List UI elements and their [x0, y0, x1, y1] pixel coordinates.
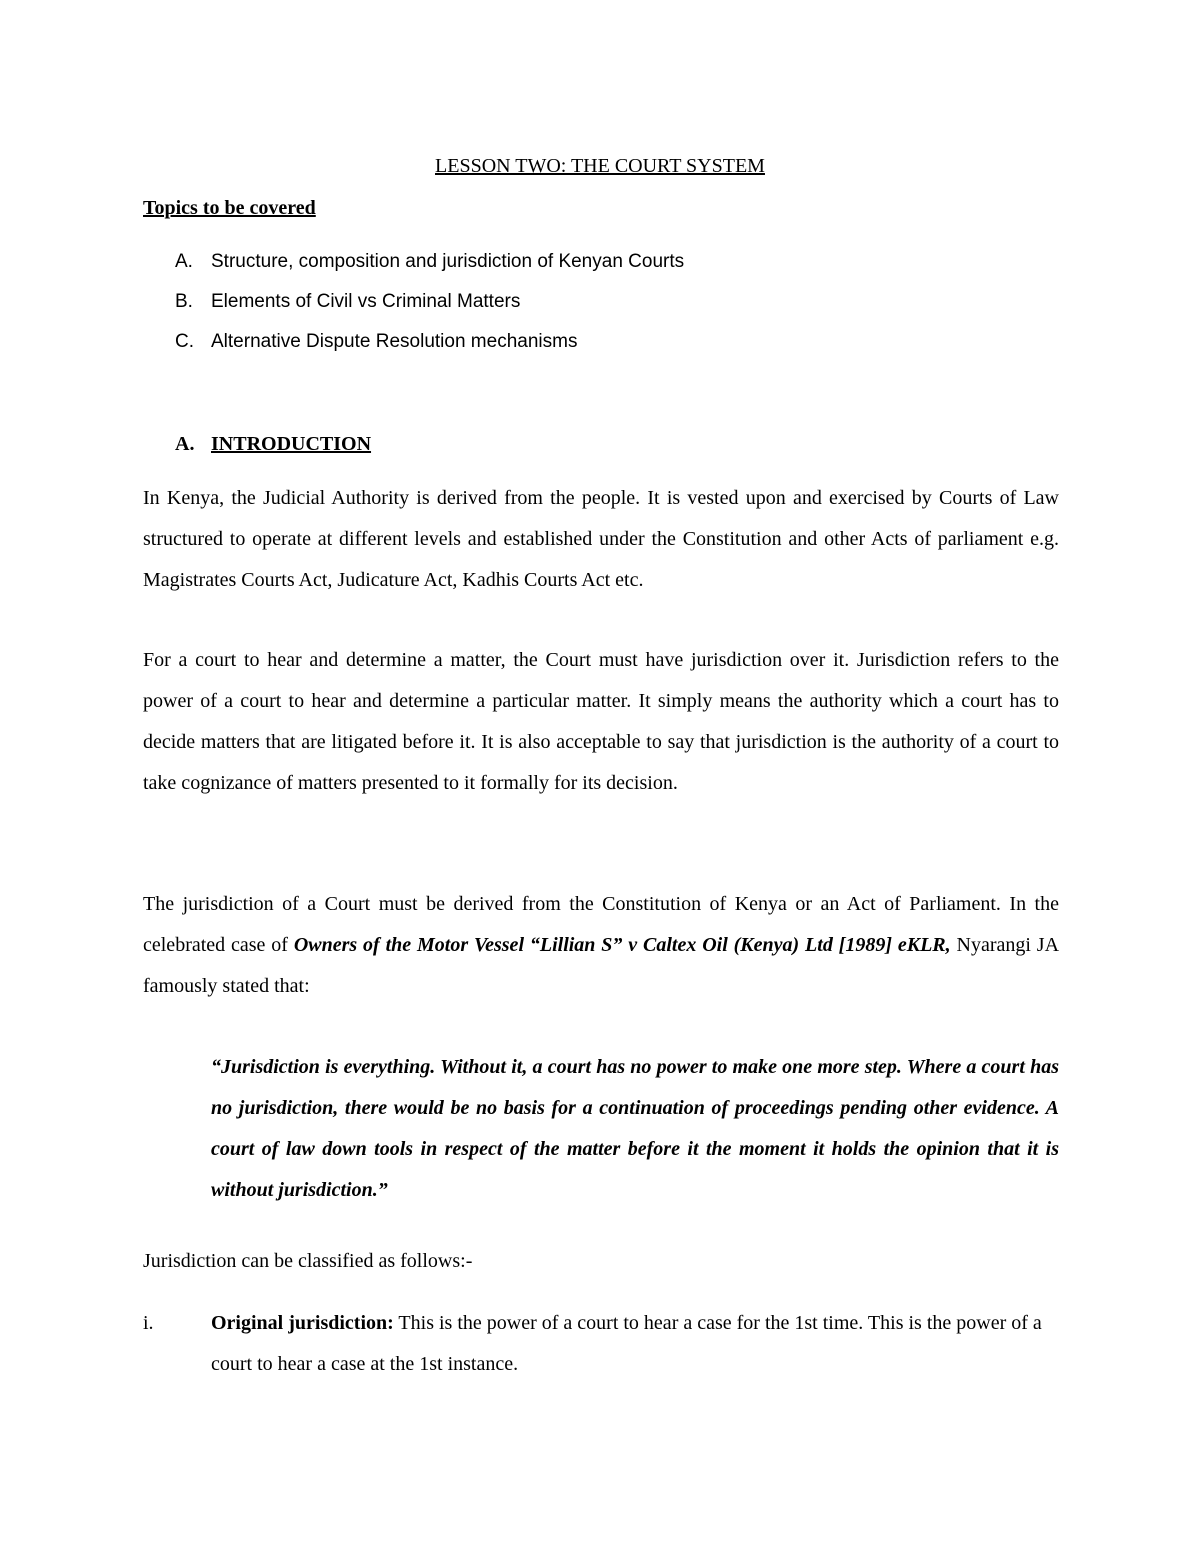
list-item — [175, 330, 684, 370]
paragraph-jurisdiction-source — [143, 884, 1059, 1007]
classification-item — [143, 1303, 1059, 1385]
list-item-text: Structure, composition and jurisdiction of Kenyan Courts — [211, 251, 685, 272]
list-item — [175, 250, 684, 290]
section-marker: A. — [175, 433, 195, 455]
section-heading-text: INTRODUCTION — [211, 433, 372, 455]
topics-list — [175, 250, 684, 370]
case-citation: Owners of the Motor Vessel “Lillian S” v Caltex Oil (Kenya) Ltd [1989] eKLR, — [293, 934, 951, 956]
list-item-text: Alternative Dispute Resolution mechanisms — [211, 331, 578, 352]
classification-intro: Jurisdiction can be classified as follows:- — [143, 1250, 473, 1272]
list-marker: C. — [175, 331, 194, 352]
list-item-text: Elements of Civil vs Criminal Matters — [211, 291, 521, 312]
item-number: i. — [143, 1312, 154, 1334]
paragraph-text: The jurisdiction of a Court must be derived from the Constitution of Kenya or an Act of Parliament. In the celebrated case of — [143, 893, 1059, 956]
list-item — [175, 290, 684, 330]
item-text: This is the power of a court to hear a case for the 1st time. This is the power of a court to hear a case at the 1st instance. — [211, 1312, 1042, 1375]
list-marker: B. — [175, 291, 193, 312]
paragraph-text: Nyarangi JA famously stated that: — [143, 934, 1060, 997]
block-quote: “Jurisdiction is everything. Without it, a court has no power to make one more step. Where a court has no jurisdiction, there would be no basis for a continuation of proceedings pending other evidence. A court of law down tools in respect of the matter before it the moment it holds the opinion that it is without jurisdiction.” — [211, 1056, 1059, 1201]
paragraph-judicial-authority: In Kenya, the Judicial Authority is derived from the people. It is vested upon and exercised by Courts of Law structured to operate at different levels and established under the Constitution and other Acts of parliament e.g. Magistrates Courts Act, Judicature Act, Kadhis Courts Act etc. — [143, 487, 1059, 591]
page-title: LESSON TWO: THE COURT SYSTEM — [435, 155, 765, 177]
topics-heading: Topics to be covered — [143, 197, 316, 219]
item-body — [211, 1303, 1059, 1385]
list-marker: A. — [175, 251, 193, 272]
item-term: Original jurisdiction: — [211, 1312, 394, 1334]
paragraph-jurisdiction-definition: For a court to hear and determine a matter, the Court must have jurisdiction over it. Jurisdiction refers to the power of a court to hear and determine a particular matter. It simply means the authority which a court has to decide matters that are litigated before it. It is also acceptable to say that jurisdiction is the authority of a court to take cognizance of matters presented to it formally for its decision. — [143, 649, 1059, 794]
section-heading-introduction — [175, 433, 371, 456]
